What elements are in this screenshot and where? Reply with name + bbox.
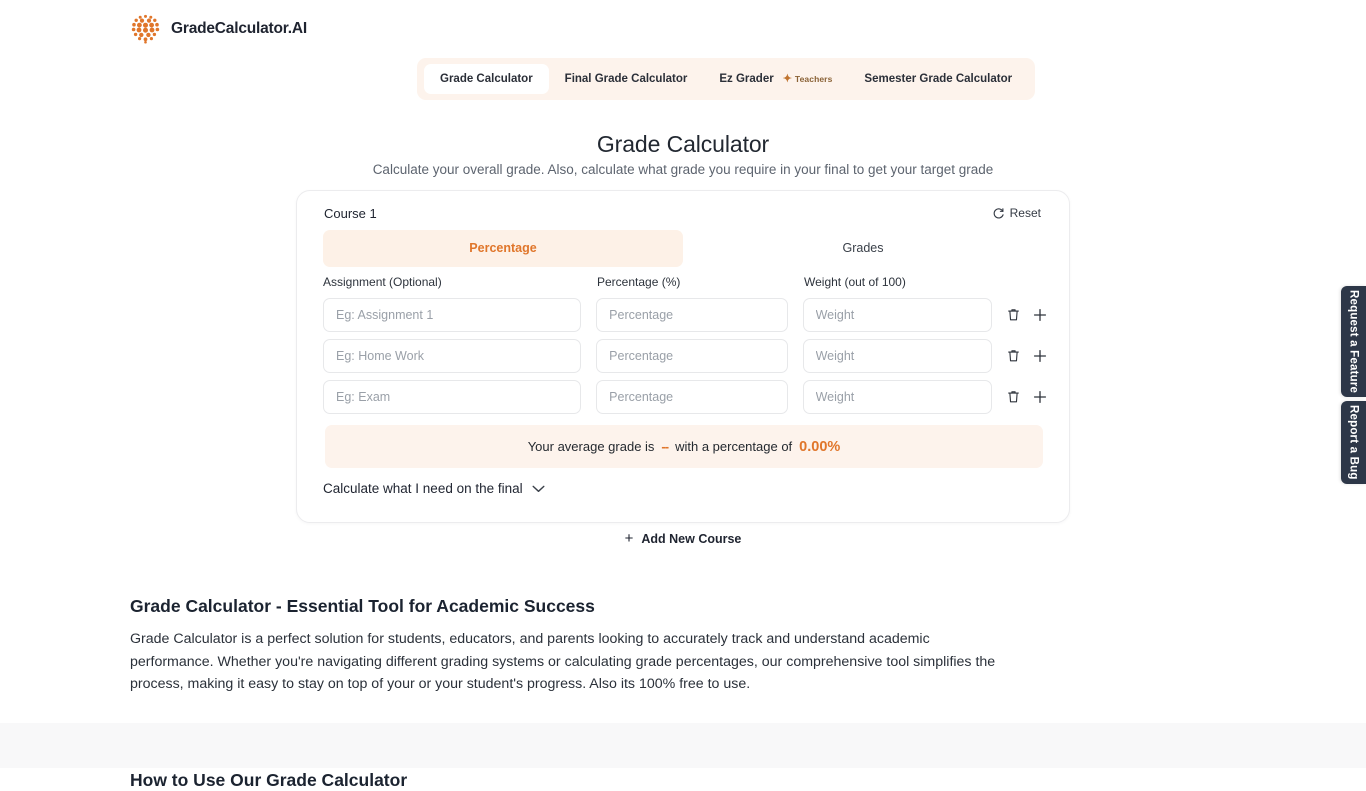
page-subtitle: Calculate your overall grade. Also, calculate what grade you require in your final to get your target grade	[372, 161, 994, 177]
percentage-input[interactable]	[596, 339, 787, 373]
next-section-heading: How to Use Our Grade Calculator	[130, 769, 408, 790]
course-card-header	[324, 204, 1043, 222]
refresh-icon	[992, 207, 1005, 220]
final-grade-disclosure[interactable]	[323, 481, 545, 496]
chevron-down-icon	[532, 481, 545, 496]
nav-item-semester-grade-calculator[interactable]	[848, 64, 1028, 94]
page-title: Grade Calculator	[596, 131, 770, 158]
teachers-badge-label: Teachers	[794, 74, 833, 84]
request-a-feature-tab[interactable]	[1341, 286, 1366, 397]
table-row	[323, 380, 1049, 414]
add-row-button[interactable]	[1031, 306, 1049, 324]
article-body: Grade Calculator is a perfect solution for students, educators, and parents looking to accurately track and understand academic performance. Whether you're navigating different grading systems or calculating grade percentages, our comprehensive tool simplifies the process, making it easy to stay on top of your or your student's progress. Also its 100% free to use.	[130, 631, 996, 693]
section-band	[0, 723, 1366, 768]
table-row	[323, 298, 1049, 332]
add-new-course-button[interactable]	[0, 531, 1366, 546]
brand-logo[interactable]	[130, 13, 307, 44]
assignment-rows	[323, 298, 1049, 421]
result-middle: with a percentage of	[675, 439, 793, 454]
delete-row-button[interactable]	[1004, 306, 1022, 324]
row-actions	[1004, 347, 1049, 365]
assignment-input[interactable]	[323, 339, 581, 373]
brand-name: GradeCalculator.AI	[171, 19, 307, 37]
delete-row-button[interactable]	[1004, 347, 1022, 365]
primary-nav	[417, 58, 1035, 100]
nav-item-final-grade-calculator[interactable]	[549, 64, 704, 94]
nav-item-ez-grader[interactable]	[703, 64, 848, 94]
plus-icon: +	[624, 530, 634, 547]
sparkle-icon: ✦	[782, 72, 792, 85]
delete-row-button[interactable]	[1004, 388, 1022, 406]
add-new-course-label: Add New Course	[641, 531, 742, 546]
assignment-input[interactable]	[323, 298, 581, 332]
nav-label: Final Grade Calculator	[564, 73, 688, 85]
column-header-assignment: Assignment (Optional)	[323, 275, 442, 289]
report-a-bug-label: Report a Bug	[1347, 405, 1360, 480]
teachers-badge	[783, 74, 833, 85]
row-actions	[1004, 306, 1049, 324]
report-a-bug-tab[interactable]	[1341, 401, 1366, 484]
result-prefix: Your average grade is	[527, 439, 655, 454]
weight-input[interactable]	[803, 339, 992, 373]
course-title: Course 1	[324, 205, 377, 221]
mode-toggle	[323, 230, 1043, 267]
result-grade-value: --	[661, 439, 669, 454]
average-grade-banner	[325, 425, 1043, 468]
weight-input[interactable]	[803, 298, 992, 332]
nav-label: Ez Grader	[719, 73, 774, 85]
reset-label: Reset	[1009, 206, 1041, 220]
reset-button[interactable]	[990, 204, 1043, 222]
column-header-percentage: Percentage (%)	[597, 275, 681, 289]
add-row-button[interactable]	[1031, 388, 1049, 406]
nav-label: Semester Grade Calculator	[864, 73, 1013, 85]
percentage-input[interactable]	[596, 380, 787, 414]
assignment-input[interactable]	[323, 380, 581, 414]
request-a-feature-label: Request a Feature	[1347, 289, 1360, 394]
add-row-button[interactable]	[1031, 347, 1049, 365]
nav-label: Grade Calculator	[440, 73, 533, 85]
tab-grades[interactable]: Grades	[842, 241, 884, 255]
dotted-sphere-logo-icon	[130, 13, 161, 44]
nav-item-grade-calculator[interactable]	[424, 64, 549, 94]
result-percentage-value: 0.00%	[799, 438, 841, 455]
column-header-weight: Weight (out of 100)	[804, 275, 906, 289]
final-grade-disclosure-label: Calculate what I need on the final	[323, 481, 523, 496]
percentage-input[interactable]	[596, 298, 787, 332]
weight-input[interactable]	[803, 380, 992, 414]
table-row	[323, 339, 1049, 373]
tab-percentage[interactable]: Percentage	[323, 230, 683, 267]
column-headers	[323, 275, 1043, 289]
article-heading: Grade Calculator - Essential Tool for Academic Success	[130, 595, 595, 616]
row-actions	[1004, 388, 1049, 406]
